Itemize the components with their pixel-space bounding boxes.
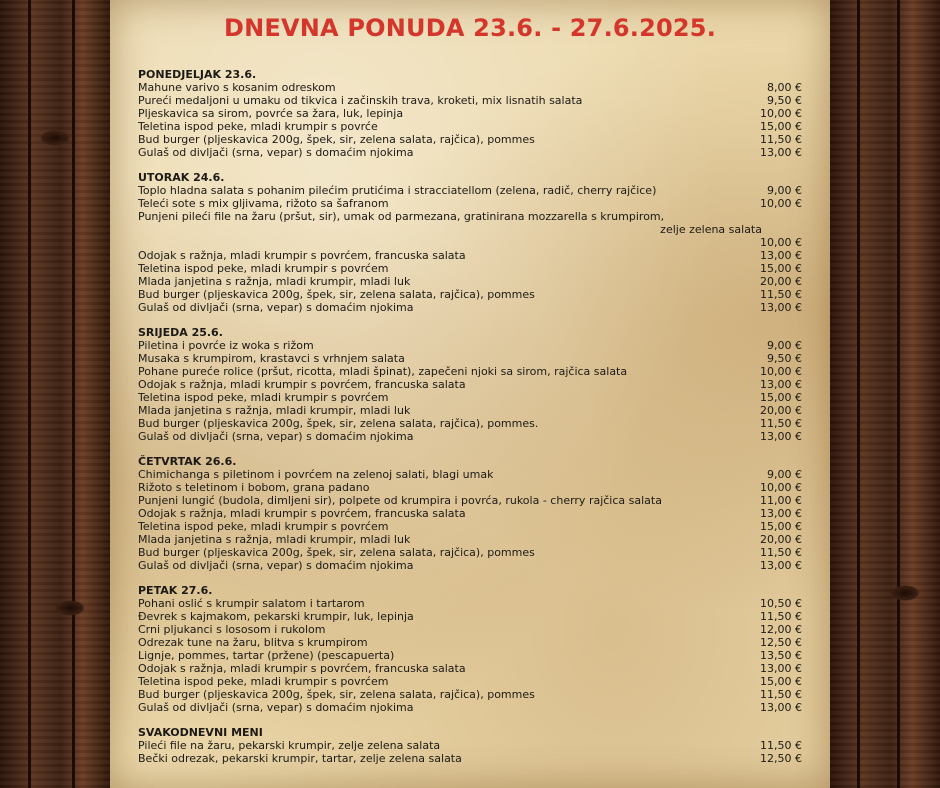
menu-item	[138, 688, 802, 701]
menu-item-price: 15,00 €	[760, 520, 802, 533]
menu-paper	[110, 0, 830, 788]
menu-item	[138, 352, 802, 365]
menu-item-name: Pureći medaljoni u umaku od tikvica i začinskih trava, kroketi, mix lisnatih salata	[138, 94, 583, 107]
menu-item-name: Odrezak tune na žaru, blitva s krumpirom	[138, 636, 368, 649]
menu-item-name: Bud burger (pljeskavica 200g, špek, sir, zelena salata, rajčica), pommes	[138, 133, 535, 146]
menu-item-name: Pohane pureće rolice (pršut, ricotta, mladi špinat), zapečeni njoki sa sirom, rajčica salata	[138, 365, 628, 378]
menu-item-name: Pohani oslić s krumpir salatom i tartarom	[138, 597, 365, 610]
menu-item	[138, 339, 802, 352]
menu-item-name: Bud burger (pljeskavica 200g, špek, sir, zelena salata, rajčica), pommes	[138, 288, 535, 301]
menu-item-name: Đevrek s kajmakom, pekarski krumpir, luk, lepinja	[138, 610, 414, 623]
day-title: UTORAK 24.6.	[138, 171, 225, 184]
menu-item	[138, 262, 802, 275]
menu-item-name: Odojak s ražnja, mladi krumpir s povrćem, francuska salata	[138, 249, 466, 262]
menu-item-price: 15,00 €	[760, 120, 802, 133]
menu-item-price: 13,00 €	[760, 507, 802, 520]
day-section	[138, 326, 802, 443]
menu-item	[138, 378, 802, 391]
menu-item	[138, 533, 802, 546]
menu-item-price: 11,50 €	[760, 417, 802, 430]
menu-item-price: 13,00 €	[760, 301, 802, 314]
wood-knot	[55, 600, 85, 616]
wood-background-right	[830, 0, 940, 788]
menu-item-continued	[138, 223, 802, 236]
menu-item-name: Pileći file na žaru, pekarski krumpir, zelje zelena salata	[138, 739, 441, 752]
menu-item-name: Mlada janjetina s ražnja, mladi krumpir, mladi luk	[138, 275, 411, 288]
day-title: SRIJEDA 25.6.	[138, 326, 223, 339]
menu-item-price: 13,00 €	[760, 146, 802, 159]
menu-item-price: 9,00 €	[767, 339, 802, 352]
menu-item-name: Gulaš od divljači (srna, vepar) s domaćim njokima	[138, 559, 414, 572]
menu-item-name: Mlada janjetina s ražnja, mladi krumpir, mladi luk	[138, 404, 411, 417]
menu-item-price: 20,00 €	[760, 533, 802, 546]
menu-item	[138, 301, 802, 314]
menu-item-name: Teletina ispod peke, mladi krumpir s povrćem	[138, 675, 389, 688]
menu-item	[138, 249, 802, 262]
menu-item	[138, 468, 802, 481]
wood-seam	[72, 0, 75, 788]
menu-item-price: 10,00 €	[760, 197, 802, 210]
menu-item	[138, 275, 802, 288]
menu-item-name: Toplo hladna salata s pohanim pilećim prutićima i stracciatellom (zelena, radič, cherry rajčice)	[138, 184, 657, 197]
day-title: SVAKODNEVNI MENI	[138, 726, 263, 739]
menu-item-price: 10,00 €	[760, 365, 802, 378]
day-section	[138, 584, 802, 714]
day-section	[138, 171, 802, 314]
menu-item	[138, 404, 802, 417]
day-section	[138, 68, 802, 159]
wood-seam	[28, 0, 31, 788]
menu-item-price: 20,00 €	[760, 404, 802, 417]
menu-item	[138, 365, 802, 378]
menu-item-price: 15,00 €	[760, 262, 802, 275]
menu-item	[138, 107, 802, 120]
menu-item-price: 11,50 €	[760, 739, 802, 752]
menu-item-name: Piletina i povrće iz woka s rižom	[138, 339, 314, 352]
menu-item-name: Gulaš od divljači (srna, vepar) s domaćim njokima	[138, 301, 414, 314]
day-section	[138, 455, 802, 572]
menu-item-price: 10,00 €	[760, 481, 802, 494]
menu-item-price: 15,00 €	[760, 391, 802, 404]
menu-item	[138, 520, 802, 533]
menu-item	[138, 662, 802, 675]
menu-item-price: 11,50 €	[760, 610, 802, 623]
menu-item-name: Teletina ispod peke, mladi krumpir s povrćem	[138, 262, 389, 275]
menu-item	[138, 81, 802, 94]
menu-item-name: Odojak s ražnja, mladi krumpir s povrćem, francuska salata	[138, 662, 466, 675]
wood-seam	[897, 0, 900, 788]
menu-item-price: 12,50 €	[760, 636, 802, 649]
menu-list	[138, 68, 802, 777]
menu-item-price: 13,00 €	[760, 559, 802, 572]
menu-item-price: 9,00 €	[767, 468, 802, 481]
menu-item-name: Bečki odrezak, pekarski krumpir, tartar, zelje zelena salata	[138, 752, 462, 765]
menu-item-name: Teletina ispod peke, mladi krumpir s povrće	[138, 120, 378, 133]
menu-item-name: Lignje, pommes, tartar (pržene) (pescapuerta)	[138, 649, 395, 662]
menu-item-name: Punjeni lungić (budola, dimljeni sir), polpete od krumpira i povrća, rukola - cherry rajčica salata	[138, 494, 662, 507]
menu-item	[138, 649, 802, 662]
menu-item-price: 10,00 €	[760, 236, 802, 249]
menu-item-name: Teletina ispod peke, mladi krumpir s povrćem	[138, 391, 389, 404]
menu-item-price: 13,00 €	[760, 378, 802, 391]
menu-item-price: 9,50 €	[767, 352, 802, 365]
menu-item	[138, 133, 802, 146]
menu-item-price: 11,00 €	[760, 494, 802, 507]
day-title: PONEDJELJAK 23.6.	[138, 68, 257, 81]
menu-item	[138, 288, 802, 301]
menu-item	[138, 146, 802, 159]
menu-item-price: 10,50 €	[760, 597, 802, 610]
day-title: ČETVRTAK 26.6.	[138, 455, 237, 468]
menu-item-price: 11,50 €	[760, 133, 802, 146]
menu-item-price-row	[138, 236, 802, 249]
menu-item-price: 13,50 €	[760, 649, 802, 662]
menu-item-price: 13,00 €	[760, 662, 802, 675]
menu-item-name-continued: zelje zelena salata	[660, 223, 762, 236]
menu-item	[138, 675, 802, 688]
menu-item-name: Mlada janjetina s ražnja, mladi krumpir, mladi luk	[138, 533, 411, 546]
menu-item-price: 9,50 €	[767, 94, 802, 107]
menu-item-name: Rižoto s teletinom i bobom, grana padano	[138, 481, 370, 494]
wood-knot	[890, 585, 920, 601]
menu-item	[138, 610, 802, 623]
menu-item	[138, 210, 802, 223]
menu-item	[138, 120, 802, 133]
menu-item-name: Odojak s ražnja, mladi krumpir s povrćem, francuska salata	[138, 507, 466, 520]
menu-item	[138, 481, 802, 494]
menu-item	[138, 623, 802, 636]
wood-seam	[857, 0, 860, 788]
menu-item-name: Crni pljukanci s lososom i rukolom	[138, 623, 326, 636]
menu-item-price: 13,00 €	[760, 249, 802, 262]
wood-background-left	[0, 0, 110, 788]
menu-item	[138, 701, 802, 714]
menu-item-price: 12,50 €	[760, 752, 802, 765]
menu-item-name: Teletina ispod peke, mladi krumpir s povrćem	[138, 520, 389, 533]
menu-item	[138, 430, 802, 443]
menu-item	[138, 739, 802, 752]
menu-item	[138, 507, 802, 520]
menu-item-price: 11,50 €	[760, 288, 802, 301]
menu-item-price: 11,50 €	[760, 688, 802, 701]
menu-item	[138, 197, 802, 210]
menu-item-price: 13,00 €	[760, 430, 802, 443]
menu-item	[138, 546, 802, 559]
menu-item	[138, 184, 802, 197]
menu-title: DNEVNA PONUDA 23.6. - 27.6.2025.	[223, 14, 717, 42]
menu-item-price: 8,00 €	[767, 81, 802, 94]
menu-item	[138, 559, 802, 572]
menu-item-price: 15,00 €	[760, 675, 802, 688]
menu-item-price: 9,00 €	[767, 184, 802, 197]
menu-item-price: 12,00 €	[760, 623, 802, 636]
menu-item	[138, 94, 802, 107]
menu-item-name: Bud burger (pljeskavica 200g, špek, sir, zelena salata, rajčica), pommes	[138, 546, 535, 559]
menu-item-name: Punjeni pileći file na žaru (pršut, sir), umak od parmezana, gratinirana mozzarella s krumpirom,	[138, 210, 665, 223]
menu-item-name: Chimichanga s piletinom i povrćem na zelenoj salati, blagi umak	[138, 468, 494, 481]
menu-item	[138, 494, 802, 507]
menu-item-price: 11,50 €	[760, 546, 802, 559]
menu-item-price: 13,00 €	[760, 701, 802, 714]
day-section	[138, 726, 802, 765]
menu-item-name: Mahune varivo s kosanim odreskom	[138, 81, 336, 94]
day-title: PETAK 27.6.	[138, 584, 213, 597]
menu-item-name: Bud burger (pljeskavica 200g, špek, sir, zelena salata, rajčica), pommes	[138, 688, 535, 701]
menu-item-name: Musaka s krumpirom, krastavci s vrhnjem salata	[138, 352, 405, 365]
menu-item	[138, 636, 802, 649]
wood-knot	[40, 130, 70, 146]
menu-item-price: 20,00 €	[760, 275, 802, 288]
menu-item-name: Odojak s ražnja, mladi krumpir s povrćem, francuska salata	[138, 378, 466, 391]
menu-item-name: Teleći sote s mix gljivama, rižoto sa šafranom	[138, 197, 389, 210]
menu-item-name: Gulaš od divljači (srna, vepar) s domaćim njokima	[138, 146, 414, 159]
menu-item	[138, 391, 802, 404]
menu-item	[138, 597, 802, 610]
menu-item-name: Gulaš od divljači (srna, vepar) s domaćim njokima	[138, 701, 414, 714]
menu-item	[138, 417, 802, 430]
menu-item-name: Pljeskavica sa sirom, povrće sa žara, luk, lepinja	[138, 107, 404, 120]
menu-item-name: Gulaš od divljači (srna, vepar) s domaćim njokima	[138, 430, 414, 443]
menu-item	[138, 752, 802, 765]
menu-item-name: Bud burger (pljeskavica 200g, špek, sir, zelena salata, rajčica), pommes.	[138, 417, 539, 430]
menu-item-price: 10,00 €	[760, 107, 802, 120]
